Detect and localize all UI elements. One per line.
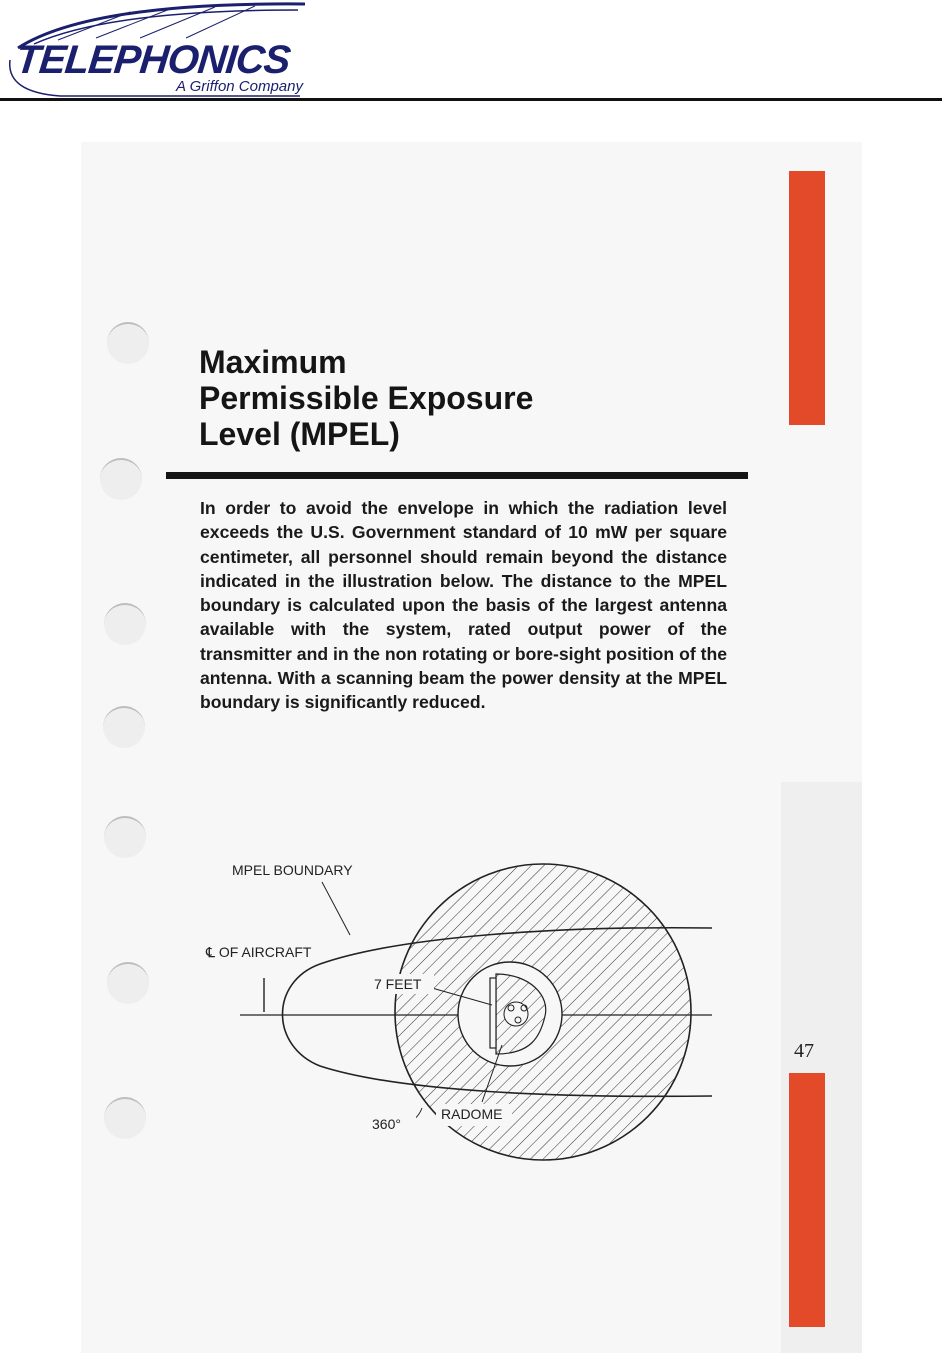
title-line-3: Level (MPEL): [199, 416, 400, 452]
title-line-1: Maximum: [199, 344, 347, 380]
mpel-boundary-label: MPEL BOUNDARY: [232, 862, 353, 878]
page-number: 47: [794, 1040, 814, 1062]
section-tab-bottom: [789, 1073, 825, 1327]
page-header: [0, 0, 942, 100]
header-divider: [0, 98, 942, 101]
punch-hole: [107, 322, 149, 364]
punch-hole: [104, 603, 146, 645]
manual-page: [81, 142, 862, 1353]
punch-hole: [104, 1097, 146, 1139]
angle-label: 360°: [372, 1116, 401, 1132]
punch-hole: [103, 706, 145, 748]
antenna-plate: [490, 978, 496, 1048]
punch-hole: [104, 816, 146, 858]
title-line-2: Permissible Exposure: [199, 380, 534, 416]
boundary-leader: [322, 882, 350, 935]
centerline-label: ℄ OF AIRCRAFT: [206, 944, 312, 960]
logo-wordmark: TELEPHONICS: [13, 38, 292, 82]
punch-hole: [107, 962, 149, 1004]
section-tab-top: [789, 171, 825, 425]
title-divider: [166, 472, 748, 479]
page-title: [199, 344, 533, 452]
body-paragraph: In order to avoid the envelope in which the radiation level exceeds the U.S. Government standard of 10 mW per square centimeter, all personnel should remain beyond the distance indicated in the illustration below. The distance to the MPEL boundary is calculated upon the basis of the largest antenna available with the system, rated output power of the transmitter and in the non rotating or bore-sight position of the antenna. With a scanning beam the power density at the MPEL boundary is significantly reduced.: [200, 498, 727, 713]
distance-label: 7 FEET: [374, 976, 422, 992]
radome-label: RADOME: [441, 1106, 503, 1122]
punch-hole: [100, 458, 142, 500]
logo-tagline: A Griffon Company: [176, 78, 303, 95]
